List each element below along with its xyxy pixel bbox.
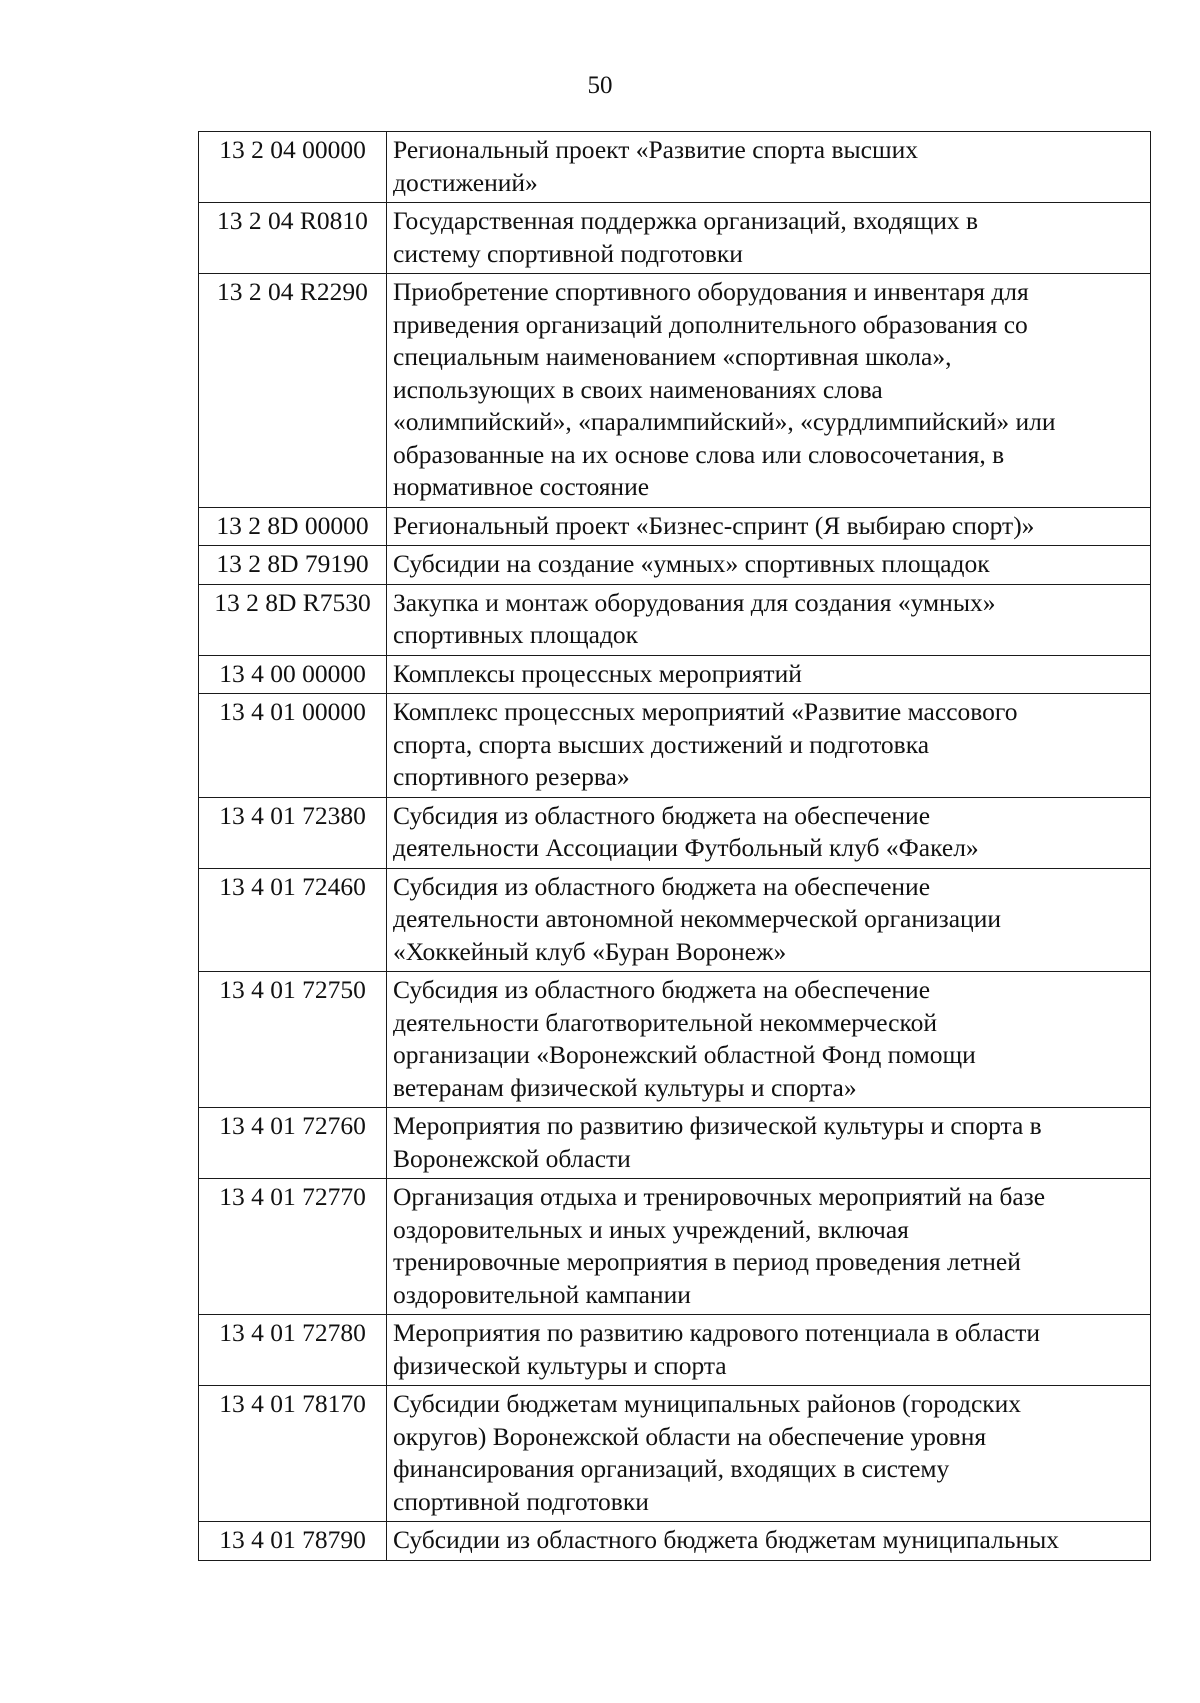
row-description (387, 584, 1151, 655)
row-code: 13 4 00 00000 (199, 655, 387, 694)
description-line: оздоровительной кампании (393, 1279, 691, 1309)
row-description (387, 1108, 1151, 1179)
row-code: 13 2 04 00000 (199, 132, 387, 203)
description-line: округов) Воронежской области на обеспечение уровня (393, 1421, 987, 1451)
description-line: Комплексы процессных мероприятий (393, 658, 802, 688)
description-line: тренировочные мероприятия в период проведения летней (393, 1247, 1021, 1276)
description-line: образованные на их основе слова или словосочетания, в (393, 439, 1005, 469)
description-line: Закупка и монтаж оборудования для создания «умных» (393, 587, 996, 617)
row-description (387, 132, 1151, 203)
row-code: 13 4 01 72770 (199, 1179, 387, 1315)
table-row (199, 1522, 1151, 1561)
table-row (199, 1179, 1151, 1315)
row-code: 13 2 8D 79190 (199, 546, 387, 585)
table-row (199, 972, 1151, 1108)
row-code: 13 2 04 R2290 (199, 274, 387, 508)
description-line: оздоровительных и иных учреждений, включая (393, 1214, 909, 1244)
table-row (199, 1386, 1151, 1522)
row-description (387, 1386, 1151, 1522)
row-code: 13 4 01 72380 (199, 797, 387, 868)
description-line: Региональный проект «Развитие спорта высших (393, 135, 919, 164)
description-line: использующих в своих наименованиях слова (393, 374, 883, 404)
table-row (199, 1108, 1151, 1179)
description-line: деятельности благотворительной некоммерческой (393, 1007, 937, 1037)
table-row (199, 797, 1151, 868)
row-description (387, 694, 1151, 798)
description-line: «олимпийский», «паралимпийский», «сурдлимпийский» или (393, 407, 1056, 436)
row-description (387, 797, 1151, 868)
row-code: 13 4 01 72760 (199, 1108, 387, 1179)
table-row (199, 203, 1151, 274)
description-line: спортивной подготовки (393, 1486, 649, 1516)
table-row (199, 1315, 1151, 1386)
table-row (199, 546, 1151, 585)
description-line: Приобретение спортивного оборудования и инвентаря для (393, 277, 1029, 306)
description-line: спорта, спорта высших достижений и подготовка (393, 729, 930, 759)
row-code: 13 2 04 R0810 (199, 203, 387, 274)
description-line: достижений» (393, 167, 538, 197)
budget-classification-table (198, 131, 1151, 1561)
description-line: Субсидия из областного бюджета на обеспечение (393, 871, 931, 901)
description-line: спортивного резерва» (393, 762, 630, 791)
row-description (387, 203, 1151, 274)
description-line: Субсидии на создание «умных» спортивных площадок (393, 549, 990, 578)
page-number: 50 (587, 72, 613, 99)
row-description (387, 1179, 1151, 1315)
table-body (199, 132, 1151, 1561)
description-line: спортивных площадок (393, 620, 639, 649)
description-line: Воронежской области (393, 1143, 631, 1173)
description-line: финансирования организаций, входящих в систему (393, 1454, 950, 1483)
description-line: деятельности Ассоциации Футбольный клуб «Факел» (393, 833, 979, 862)
description-line: приведения организаций дополнительного образования со (393, 309, 1028, 339)
table-row (199, 694, 1151, 798)
table-row (199, 507, 1151, 546)
row-description (387, 972, 1151, 1108)
row-code: 13 4 01 78790 (199, 1522, 387, 1561)
row-code: 13 4 01 72780 (199, 1315, 387, 1386)
description-line: организации «Воронежский областной Фонд помощи (393, 1040, 976, 1069)
description-line: Субсидии из областного бюджета бюджетам муниципальных (393, 1525, 1059, 1554)
row-code: 13 4 01 78170 (199, 1386, 387, 1522)
row-code: 13 4 01 00000 (199, 694, 387, 798)
description-line: Организация отдыха и тренировочных мероприятий на базе (393, 1182, 1046, 1211)
description-line: деятельности автономной некоммерческой организации (393, 904, 1001, 933)
row-code: 13 2 8D 00000 (199, 507, 387, 546)
description-line: Комплекс процессных мероприятий «Развитие массового (393, 697, 1018, 726)
table-row (199, 274, 1151, 508)
row-code: 13 4 01 72750 (199, 972, 387, 1108)
description-line: систему спортивной подготовки (393, 238, 743, 268)
description-line: Мероприятия по развитию кадрового потенциала в области (393, 1318, 1041, 1347)
row-description (387, 868, 1151, 972)
description-line: «Хоккейный клуб «Буран Воронеж» (393, 936, 787, 966)
description-line: специальным наименованием «спортивная школа», (393, 342, 952, 371)
description-line: физической культуры и спорта (393, 1350, 727, 1380)
row-description (387, 274, 1151, 508)
table-row (199, 132, 1151, 203)
row-code: 13 2 8D R7530 (199, 584, 387, 655)
description-line: нормативное состояние (393, 472, 650, 501)
description-line: Субсидия из областного бюджета на обеспечение (393, 975, 931, 1004)
row-description (387, 507, 1151, 546)
description-line: Государственная поддержка организаций, входящих в (393, 206, 979, 235)
row-description (387, 546, 1151, 585)
row-description (387, 655, 1151, 694)
row-description (387, 1315, 1151, 1386)
description-line: ветеранам физической культуры и спорта» (393, 1072, 857, 1102)
description-line: Субсидии бюджетам муниципальных районов (городских (393, 1389, 1022, 1418)
row-code: 13 4 01 72460 (199, 868, 387, 972)
description-line: Региональный проект «Бизнес-спринт (Я выбираю спорт)» (393, 510, 1035, 540)
description-line: Мероприятия по развитию физической культуры и спорта в (393, 1111, 1042, 1140)
table-row (199, 868, 1151, 972)
row-description (387, 1522, 1151, 1561)
table-row (199, 584, 1151, 655)
description-line: Субсидия из областного бюджета на обеспечение (393, 800, 931, 830)
table-row (199, 655, 1151, 694)
